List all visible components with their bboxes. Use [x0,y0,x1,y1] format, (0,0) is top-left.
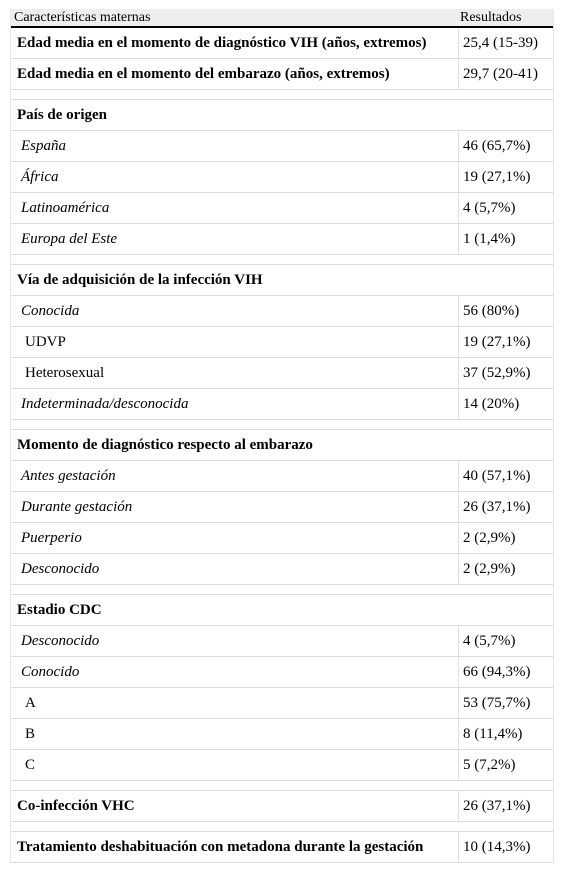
row-label: Puerperio [11,523,459,553]
table-row [11,554,553,585]
table-row [11,193,553,224]
row-value: 4 (5,7%) [463,632,516,649]
header-results: Resultados [460,10,522,25]
row-value [459,595,553,625]
row-value [459,430,553,460]
row-value: 19 (27,1%) [463,168,531,185]
row-label: Europa del Este [11,224,459,254]
row-value: 29,7 (20-41) [463,65,538,82]
row-label: País de origen [17,106,107,123]
spacer-cell [11,585,459,594]
row-value: 37 (52,9%) [463,364,531,381]
row-label: Latinoamérica [11,193,459,223]
spacer-cell [11,90,459,99]
spacer-cell [11,781,459,790]
row-value: 14 (20%) [463,395,520,412]
row-value [459,265,553,295]
row-label: Edad media en el momento del embarazo (años, extremos) [11,59,459,89]
table-row [11,296,553,327]
row-value: 19 (27,1%) [463,333,531,350]
table-body [11,28,553,863]
table-row [11,327,553,358]
row-label: Vía de adquisición de la infección VIH [17,271,263,288]
table-row [11,131,553,162]
table-row [11,358,553,389]
row-label: B [11,719,459,749]
spacer-cell [11,822,459,831]
spacer-row [11,420,553,430]
section-header-row [11,430,553,461]
row-value: 56 (80%) [463,302,520,319]
spacer-row [11,822,553,832]
row-label: Tratamiento deshabituación con metadona durante la gestación [11,832,459,862]
row-value: 26 (37,1%) [463,797,531,814]
row-value: 2 (2,9%) [463,529,516,546]
row-value: 10 (14,3%) [463,838,531,855]
spacer-row [11,781,553,791]
table-header-row [11,9,553,28]
table-row [11,492,553,523]
table-row [11,832,553,863]
spacer-cell [11,255,459,264]
row-value: 4 (5,7%) [463,199,516,216]
table-row [11,389,553,420]
row-value: 46 (65,7%) [463,137,531,154]
table-row [11,461,553,492]
section-header-row [11,100,553,131]
table-row [11,162,553,193]
row-label: Heterosexual [11,358,459,388]
table-row [11,523,553,554]
row-label: A [11,688,459,718]
section-header-row [11,595,553,626]
row-label: Durante gestación [11,492,459,522]
row-value: 8 (11,4%) [463,725,523,742]
header-characteristics: Características maternas [14,10,151,25]
row-label: Co-infección VHC [11,791,459,821]
row-value: 1 (1,4%) [463,230,516,247]
row-value: 2 (2,9%) [463,560,516,577]
section-header-row [11,265,553,296]
table-row [11,750,553,781]
spacer-row [11,90,553,100]
table-row [11,59,553,90]
table-row [11,626,553,657]
row-label: Conocido [11,657,459,687]
table-row [11,688,553,719]
row-label: Momento de diagnóstico respecto al embarazo [17,436,313,453]
row-label: Conocida [11,296,459,326]
row-label: Edad media en el momento de diagnóstico VIH (años, extremos) [11,28,459,58]
row-label: África [11,162,459,192]
row-label: Desconocido [11,554,459,584]
spacer-cell [11,420,459,429]
table-row [11,657,553,688]
row-label: España [11,131,459,161]
row-value: 26 (37,1%) [463,498,531,515]
row-value: 40 (57,1%) [463,467,531,484]
spacer-row [11,255,553,265]
spacer-row [11,585,553,595]
row-value: 25,4 (15-39) [463,34,538,51]
row-label: Desconocido [11,626,459,656]
table-row [11,791,553,822]
row-value [459,100,553,130]
row-value: 5 (7,2%) [463,756,516,773]
table-row [11,28,553,59]
table-row [11,719,553,750]
maternal-characteristics-table [10,9,554,863]
row-value: 66 (94,3%) [463,663,531,680]
row-label: Indeterminada/desconocida [11,389,459,419]
row-value: 53 (75,7%) [463,694,531,711]
table-row [11,224,553,255]
row-label: Estadio CDC [17,601,102,618]
row-label: Antes gestación [11,461,459,491]
row-label: UDVP [11,327,459,357]
row-label: C [11,750,459,780]
